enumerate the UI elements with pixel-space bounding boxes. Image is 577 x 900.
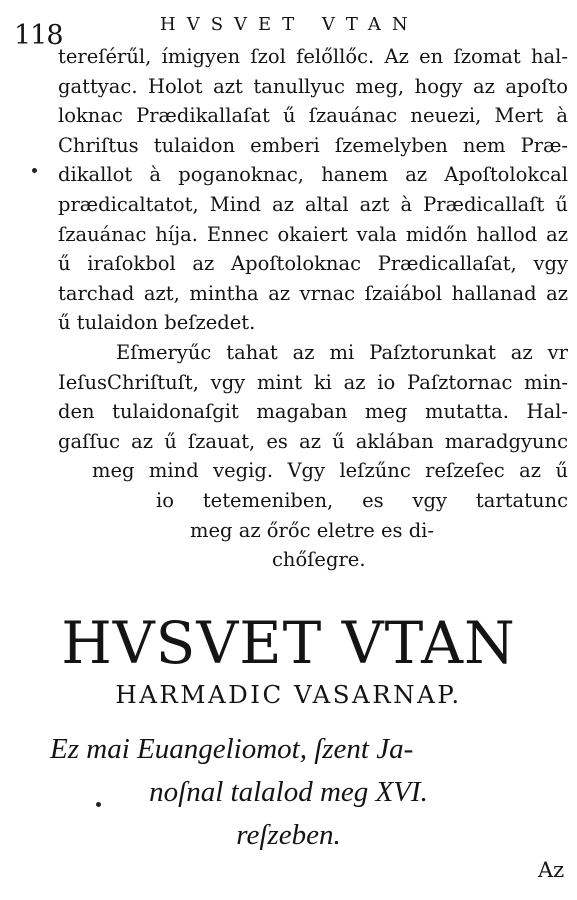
running-head: HVSVET VTAN <box>160 14 419 35</box>
text-line: den tulaidonaſgit magaban meg mutatta. Hal- <box>58 400 568 424</box>
text-line: ű tulaidon beſzedet. <box>58 311 256 335</box>
section-title: HVSVET VTAN <box>61 609 516 677</box>
text-line: ű iraſokbol az Apoſtoloknac Prædicallaſat, vgy <box>58 252 568 276</box>
ink-speck <box>96 802 101 807</box>
text-line: meg mind vegig. Vgy leſzűnc reſzeſec az ű <box>92 459 568 483</box>
intro-line: Ez mai Euangeliomot, ſzent Ja- <box>50 733 414 765</box>
text-line: tereſérűl, ímigyen ſzol felőllőc. Az en ſzomat hal- <box>58 45 568 68</box>
text-line: io tetemeniben, es vgy tartatunc <box>156 488 568 512</box>
body-text <box>58 42 568 575</box>
text-line: chőſegre. <box>272 548 366 572</box>
text-line: loknac Prædikallaſat ű ſzauánac neuezi, Mert à <box>58 104 568 128</box>
text-line: tarchad azt, mintha az vrnac ſzaiábol hallanad az <box>58 281 568 305</box>
text-line: IeſusChriſtuſt, vgy mint ki az io Paſztornac min- <box>58 370 568 394</box>
catchword: Az <box>538 858 565 882</box>
intro-line: reſzeben. <box>236 819 341 851</box>
text-line: gattyac. Holot azt tanullyuc meg, hogy az apoſto <box>58 74 568 98</box>
text-line: gaſſuc az ű ſzauat, es az ű aklában maradgyunc <box>58 429 568 453</box>
page-number: 118 <box>14 20 63 51</box>
intro-line: noſnal talalod meg XVI. <box>149 776 428 808</box>
text-line: prædicaltatot, Mind az altal azt à Prædicallaſt ű <box>58 192 568 216</box>
ink-speck <box>32 168 37 173</box>
text-line: Eſmeryűc tahat az mi Paſztorunkat az vr <box>116 340 568 364</box>
section-subtitle: HARMADIC VASARNAP. <box>115 680 462 709</box>
text-line: dikallot à poganoknac, hanem az Apoſtolokcal <box>58 163 568 187</box>
text-line: ſzauánac híja. Ennec okaiert vala midőn hallod az <box>58 222 568 246</box>
section-intro <box>0 728 577 857</box>
text-line: meg az őrőc eletre es di- <box>190 518 434 542</box>
text-line: Chriſtus tulaidon emberi ſzemelyben nem Præ- <box>58 133 568 157</box>
